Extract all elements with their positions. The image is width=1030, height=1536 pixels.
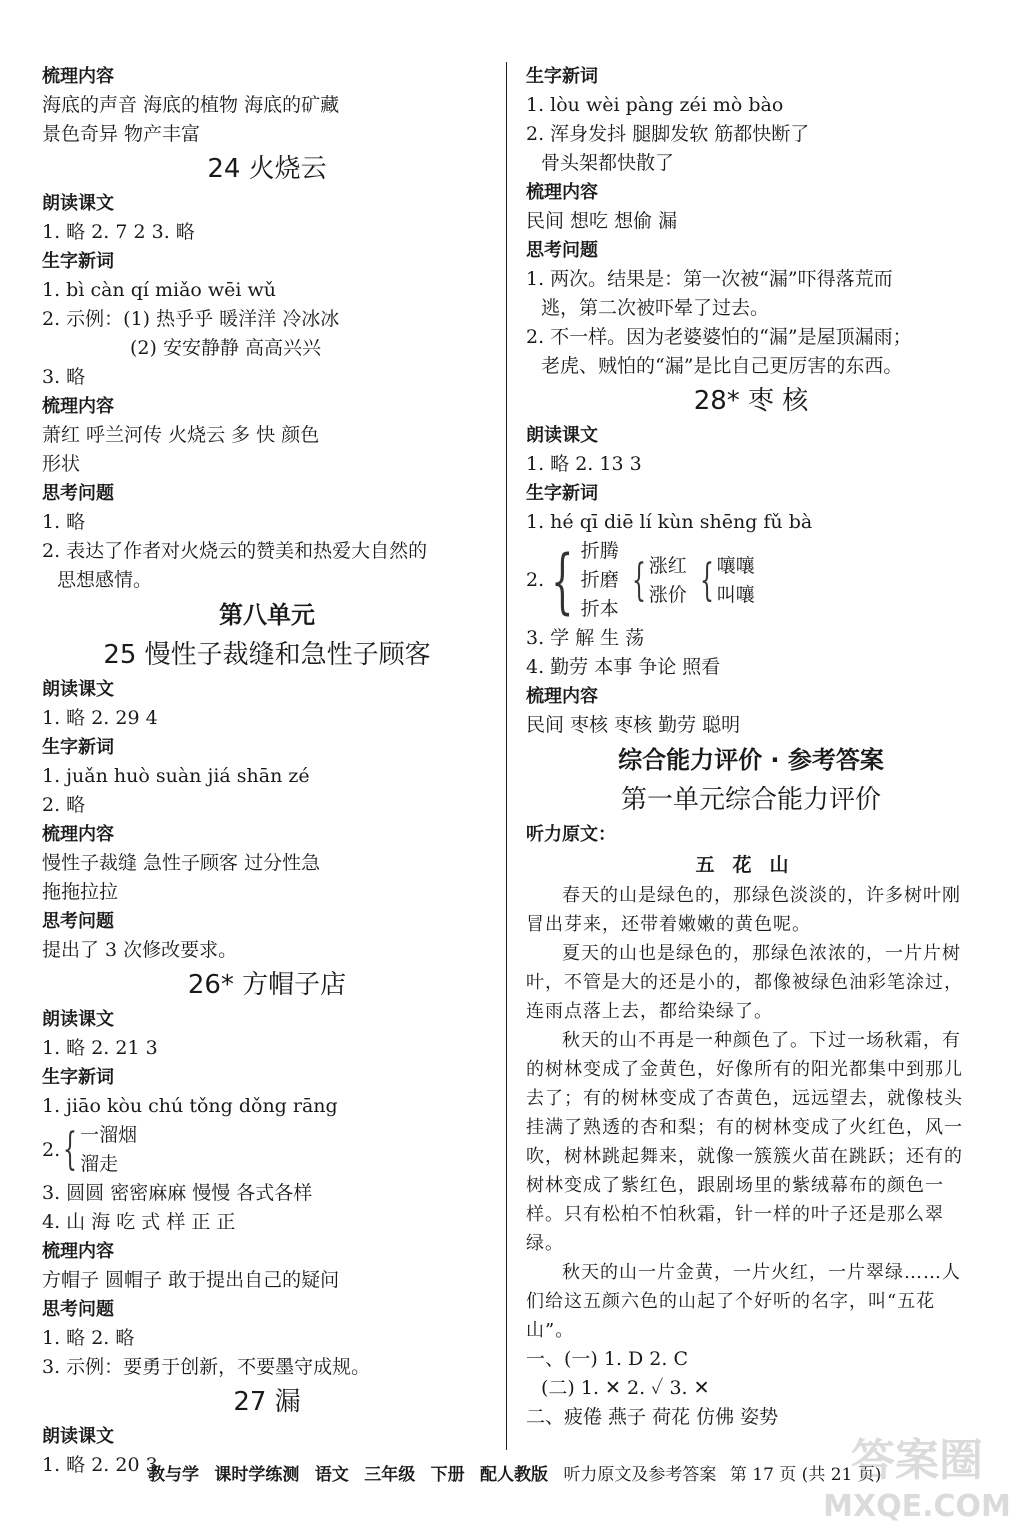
answer-line: 3. 学 解 生 荡 xyxy=(526,627,645,649)
word: 叫嚷 xyxy=(716,583,755,606)
word: 溜走 xyxy=(80,1153,119,1175)
unit-title: 第八单元 xyxy=(219,601,315,629)
word-group xyxy=(42,1121,492,1179)
answer-line: 形状 xyxy=(42,453,81,475)
footer-edition: 配人教版 xyxy=(480,1465,549,1485)
watermark-text: 答案圈 xyxy=(851,1435,983,1486)
section-label: 生字新词 xyxy=(526,66,598,87)
word: 一溜烟 xyxy=(80,1124,138,1146)
section-label: 生字新词 xyxy=(526,483,598,504)
footer-grade: 三年级 xyxy=(364,1465,416,1485)
left-column xyxy=(42,62,492,1480)
section-title: 综合能力评价 · 参考答案 xyxy=(618,746,884,774)
answer-line: 提出了 3 次修改要求。 xyxy=(42,939,238,961)
answer-line: 方帽子 圆帽子 敢于提出自己的疑问 xyxy=(42,1269,340,1291)
footer-subject: 语文 xyxy=(314,1465,349,1485)
answer-line: 2. 表达了作者对火烧云的赞美和热爱大自然的 xyxy=(42,540,428,562)
answer-line: 逃，第二次被吓晕了过去。 xyxy=(541,297,770,319)
answer-line: 3. 示例：要勇于创新，不要墨守成规。 xyxy=(42,1356,371,1378)
answer-line: 1. 略 2. 20 3 xyxy=(42,1454,158,1476)
section-label: 思考问题 xyxy=(526,240,598,261)
word: 涨价 xyxy=(648,583,687,606)
brace-icon: { xyxy=(699,554,714,606)
answer-line: 3. 圆圆 密密麻麻 慢慢 各式各样 xyxy=(42,1182,313,1204)
answer-line: 1. 略 xyxy=(42,511,86,533)
answer-line: 1. 略 2. 21 3 xyxy=(42,1037,158,1059)
section-label: 梳理内容 xyxy=(42,824,114,845)
brace-icon: { xyxy=(551,539,574,622)
word-group xyxy=(526,537,976,624)
lesson-title-26: 26* 方帽子店 xyxy=(187,970,347,1000)
answer-line: 4. 勤劳 本事 争论 照看 xyxy=(526,656,721,678)
section-label: 梳理内容 xyxy=(42,396,114,417)
answer-line: 二、疲倦 燕子 荷花 仿佛 姿势 xyxy=(526,1406,779,1428)
section-label: 梳理内容 xyxy=(42,66,114,87)
word: 涨红 xyxy=(648,554,687,577)
section-label: 思考问题 xyxy=(42,911,114,932)
section-label: 思考问题 xyxy=(42,1299,114,1320)
answer-line: 慢性子裁缝 急性子顾客 过分性急 xyxy=(42,852,321,874)
answer-line: (二) 1. ✕ 2. ✓ 3. ✕ xyxy=(541,1377,710,1399)
brace-icon: { xyxy=(63,1124,78,1175)
answer-line: 1. juǎn huò suàn jiá shān zé xyxy=(42,765,310,787)
footer-term: 下册 xyxy=(430,1465,465,1485)
section-label: 梳理内容 xyxy=(42,1241,114,1262)
answer-line: 1. lòu wèi pàng zéi mò bào xyxy=(526,94,784,116)
answer-line: 老虎、贼怕的“漏”是比自己更厉害的东西。 xyxy=(541,355,903,377)
word: 折腾 xyxy=(580,540,619,562)
word: 折本 xyxy=(580,598,619,620)
passage-paragraph: 秋天的山一片金黄，一片火红，一片翠绿……人们给这五颜六色的山起了个好听的名字，叫“五花山”。 xyxy=(526,1262,961,1341)
answer-line: 1. 略 2. 7 2 3. 略 xyxy=(42,221,195,243)
lesson-title-25: 25 慢性子裁缝和急性子顾客 xyxy=(103,640,431,670)
answer-line: 萧红 呼兰河传 火烧云 多 快 颜色 xyxy=(42,424,320,446)
answer-line: 1. bì càn qí miǎo wēi wǔ xyxy=(42,279,276,301)
word: 嚷嚷 xyxy=(716,554,755,577)
item-number: 2. xyxy=(42,1138,61,1161)
answer-line: 1. 两次。结果是：第一次被“漏”吓得落荒而 xyxy=(526,268,893,290)
passage-paragraph: 秋天的山不再是一种颜色了。下过一场秋霜，有的树林变成了金黄色，好像所有的阳光都集中到那儿去了；有的树林变成了杏黄色，远远望去，就像枝头挂满了熟透的杏和梨；有的树林变成了火红色，风一吹，树林跳起舞来，就像一簇簇火苗在跳跃；还有的树林变成了紫红色，跟剧场里的紫绒幕布的颜色一样。只有松柏不怕秋霜，针一样的叶子还是那么翠绿。 xyxy=(526,1030,963,1254)
footer-description: 听力原文及参考答案 xyxy=(563,1465,717,1485)
lesson-title-28: 28* 枣 核 xyxy=(693,386,809,416)
answer-line: 拖拖拉拉 xyxy=(42,881,119,903)
item-number: 2. xyxy=(526,569,545,591)
section-label: 生字新词 xyxy=(42,737,114,758)
answer-line: 2. 略 xyxy=(42,794,86,816)
answer-line: 2. 示例：(1) 热乎乎 暖洋洋 冷冰冰 xyxy=(42,308,340,330)
answer-line: 2. 浑身发抖 腿脚发软 筋都快断了 xyxy=(526,123,810,145)
footer-series: 课时学练测 xyxy=(214,1465,300,1485)
answer-line: 景色奇异 物产丰富 xyxy=(42,123,201,145)
passage-paragraph: 夏天的山也是绿色的，那绿色浓浓的，一片片树叶，不管是大的还是小的，都像被绿色油彩笔涂过，连雨点落上去，都给染绿了。 xyxy=(526,943,963,1022)
section-label: 朗读课文 xyxy=(42,1426,114,1447)
answer-line: 民间 枣核 枣核 勤劳 聪明 xyxy=(526,714,741,736)
answer-line: 思想感情。 xyxy=(57,569,153,591)
answer-line: 3. 略 xyxy=(42,366,86,388)
word: 折磨 xyxy=(580,569,619,591)
answer-line: 骨头架都快散了 xyxy=(541,152,675,174)
section-label: 生字新词 xyxy=(42,1067,114,1088)
column-divider xyxy=(506,62,507,1450)
section-label: 梳理内容 xyxy=(526,686,598,707)
answer-line: 1. hé qī diē lí kùn shēng fǔ bà xyxy=(526,511,813,533)
answer-line: 民间 想吃 想偷 漏 xyxy=(526,210,678,232)
unit-evaluation-title: 第一单元综合能力评价 xyxy=(620,785,881,815)
section-label: 朗读课文 xyxy=(526,425,598,446)
answer-line: 2. 不一样。因为老婆婆怕的“漏”是屋顶漏雨； xyxy=(526,326,912,348)
section-label: 梳理内容 xyxy=(526,182,598,203)
answer-line: 1. jiāo kòu chú tǒng dǒng rāng xyxy=(42,1095,338,1117)
lesson-title-24: 24 火烧云 xyxy=(207,154,327,184)
lesson-title-27: 27 漏 xyxy=(233,1387,301,1417)
answer-line: (2) 安安静静 高高兴兴 xyxy=(130,337,321,359)
passage-title: 五花山 xyxy=(695,854,807,876)
section-label: 朗读课文 xyxy=(42,193,114,214)
watermark-logo xyxy=(812,1420,1022,1530)
answer-line: 1. 略 2. 略 xyxy=(42,1327,135,1349)
answer-line: 海底的声音 海底的植物 海底的矿藏 xyxy=(42,94,340,116)
watermark-domain: MXQE.COM xyxy=(823,1489,1011,1524)
brace-icon: { xyxy=(631,554,646,606)
section-label: 朗读课文 xyxy=(42,679,114,700)
section-label: 思考问题 xyxy=(42,483,114,504)
answer-line: 1. 略 2. 13 3 xyxy=(526,453,642,475)
page-number: 第 17 页 (共 21 页) xyxy=(729,1465,882,1485)
passage-paragraph: 春天的山是绿色的，那绿色淡淡的，许多树叶刚冒出芽来，还带着嫩嫩的黄色呢。 xyxy=(526,885,961,935)
listening-label: 听力原文： xyxy=(526,824,616,845)
answer-line: 1. 略 2. 29 4 xyxy=(42,707,158,729)
answer-line: 一、(一) 1. D 2. C xyxy=(526,1348,689,1370)
section-label: 生字新词 xyxy=(42,251,114,272)
section-label: 朗读课文 xyxy=(42,1009,114,1030)
right-column xyxy=(526,62,976,1432)
footer-brand: 教与学 xyxy=(148,1465,199,1485)
answer-line: 4. 山 海 吃 式 样 正 正 xyxy=(42,1211,236,1233)
